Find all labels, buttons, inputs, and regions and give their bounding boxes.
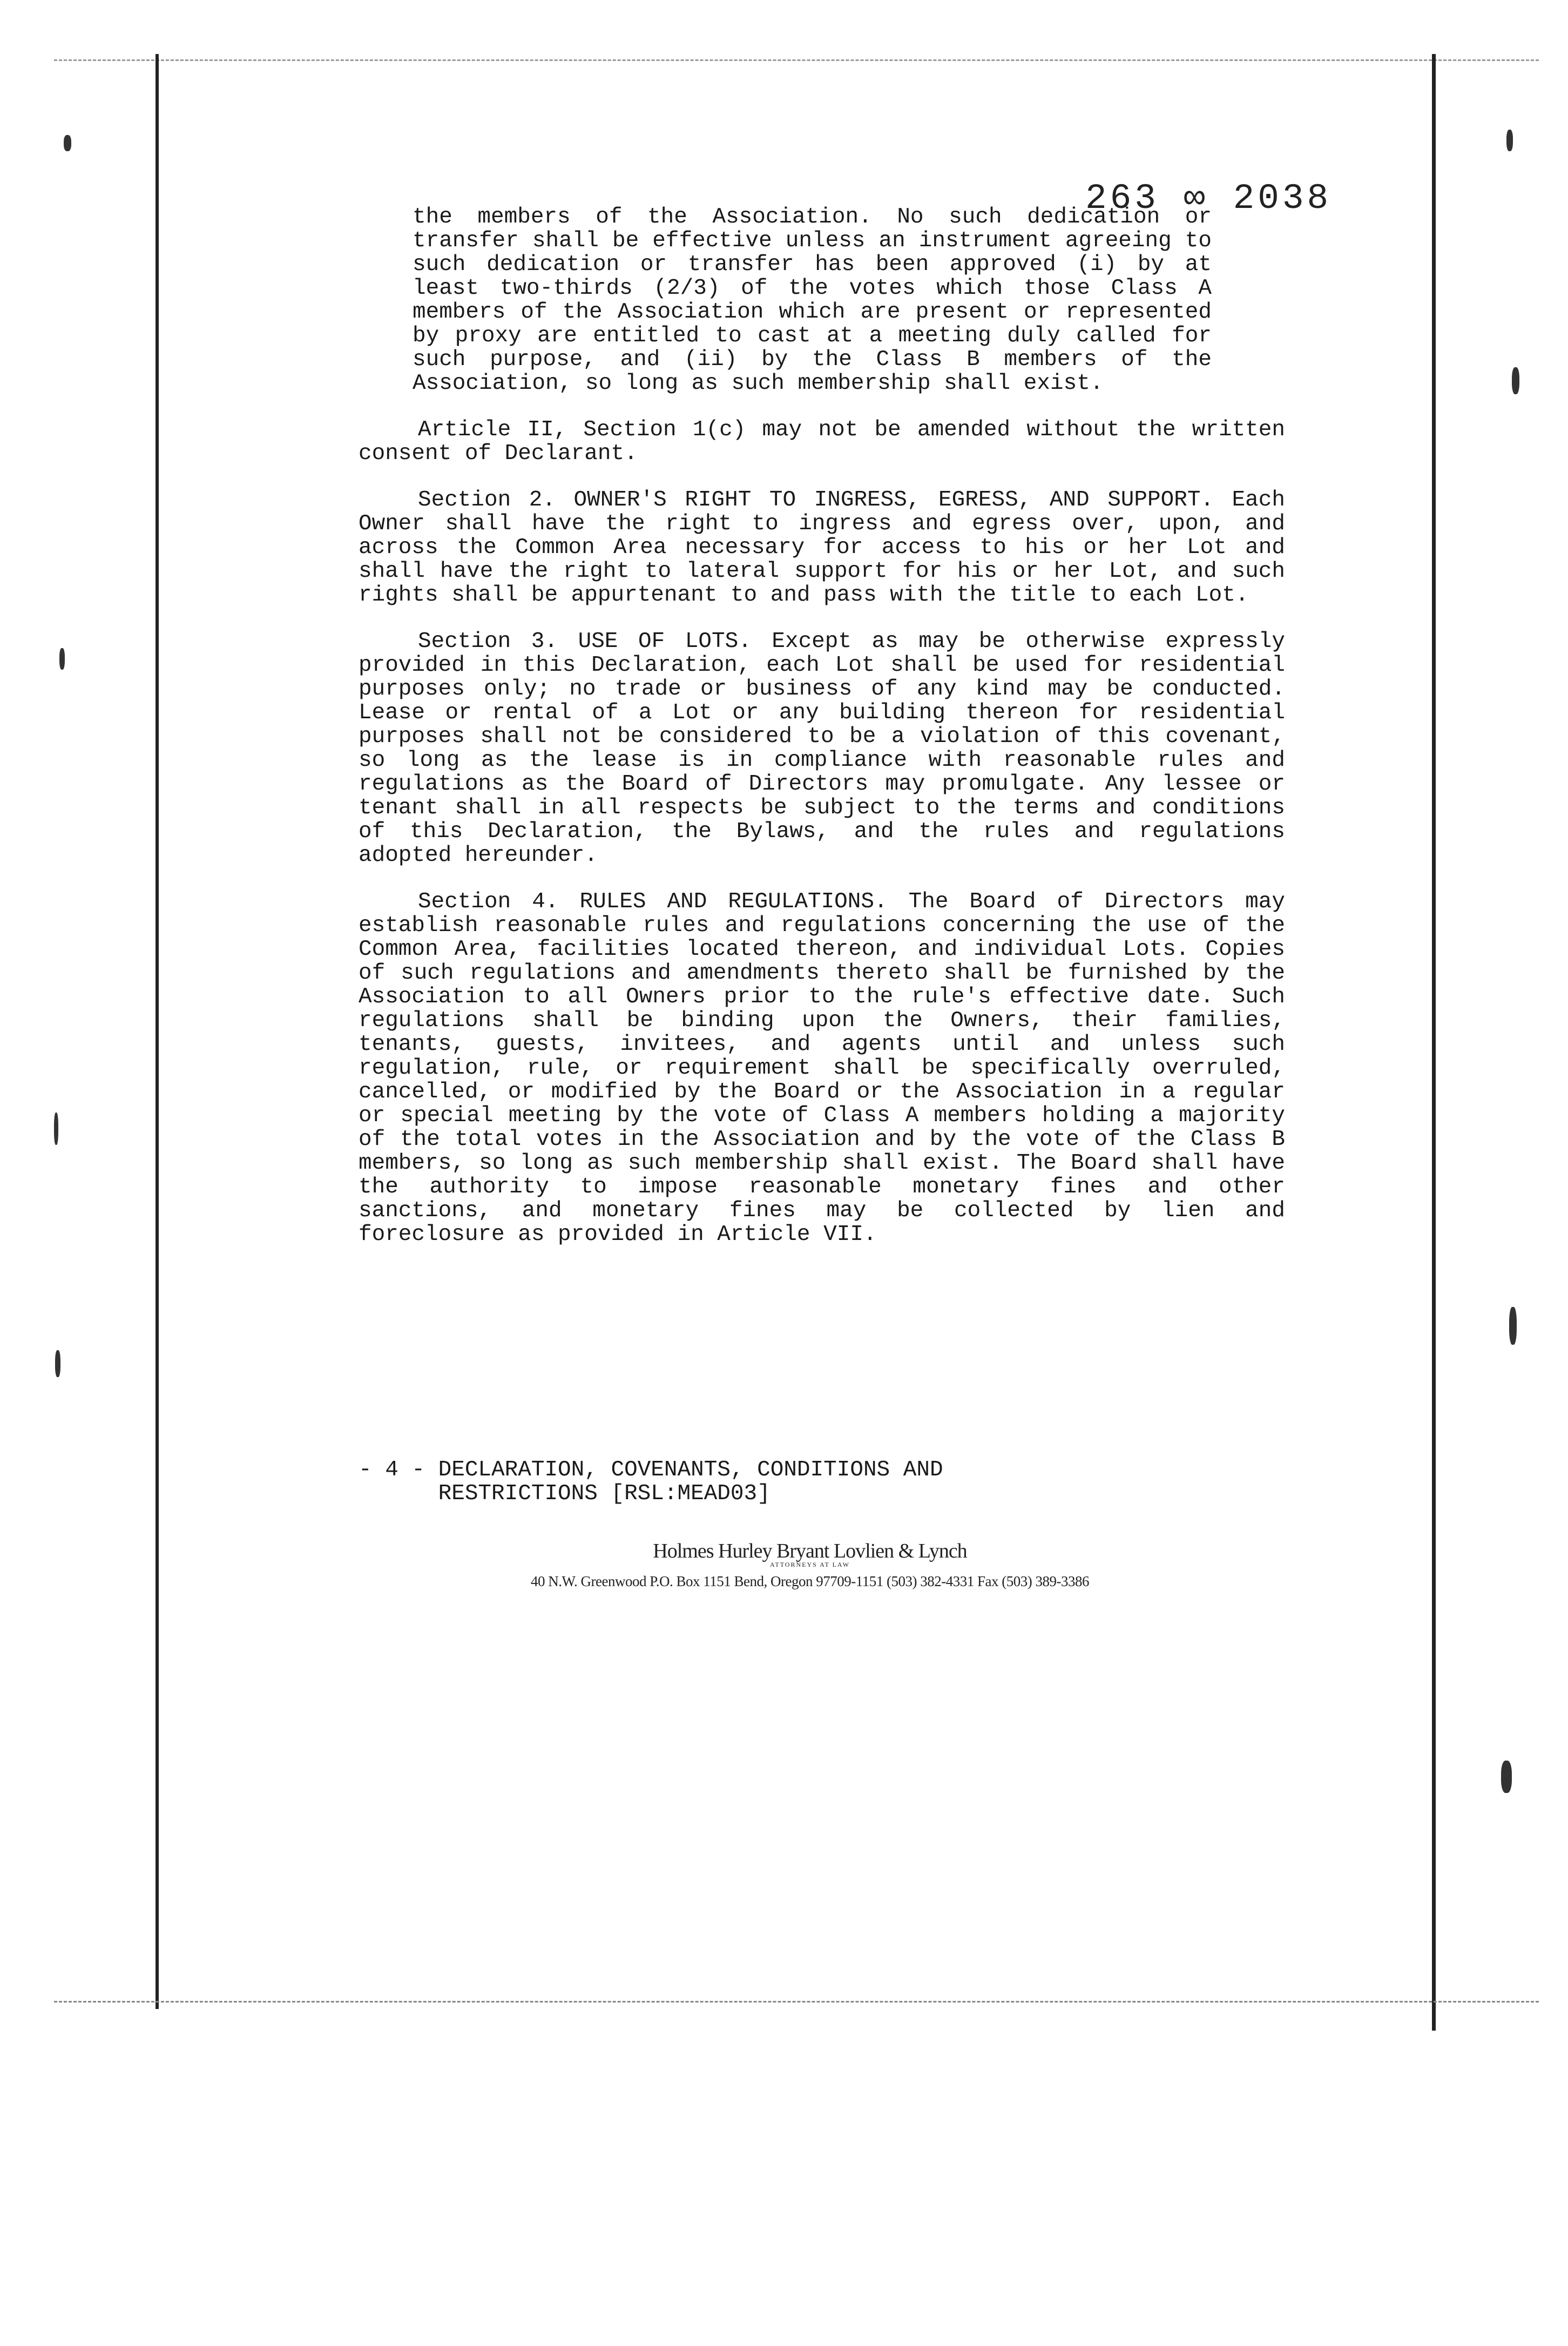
document-body — [359, 205, 1411, 1269]
scan-border-left — [156, 54, 159, 2009]
scan-speck — [1506, 130, 1513, 151]
page-footer — [359, 1458, 943, 1506]
footer-line-2: RESTRICTIONS [RSL:MEAD03] — [359, 1481, 771, 1506]
paragraph-dedication-transfer: the members of the Association. No such dedication or transfer shall be effective unless an instrument agreeing to such dedication or transfer has been approved (i) by at least two-thirds (2/3) of the votes which those Class A members of the Association which are present or represented by proxy are entitled to cast at a meeting duly called for such purpose, and (ii) by the Class B members of the Association, so long as such membership shall exist. — [413, 205, 1212, 396]
scan-speck — [54, 1113, 58, 1145]
firm-subtitle: ATTORNEYS AT LAW — [770, 1561, 850, 1568]
recording-page-number: 263 ∞ 2038 — [1085, 178, 1332, 219]
law-firm-letterhead — [459, 1539, 1161, 1590]
paragraph-article-ii-amendment: Article II, Section 1(c) may not be amended without the written consent of Declarant. — [359, 417, 1285, 466]
scan-speck — [1509, 1307, 1517, 1345]
paragraph-section-2: Section 2. OWNER'S RIGHT TO INGRESS, EGRESS, AND SUPPORT. Each Owner shall have the right to ingress and egress over, upon, and across the Common Area necessary for access to his or her Lot and shall have the right to lateral support for his or her Lot, and such rights shall be appurtenant to and pass with the title to each Lot. — [359, 488, 1285, 608]
firm-name: Holmes Hurley Bryant Lovlien & Lynch — [653, 1540, 967, 1562]
scan-speck — [64, 135, 71, 151]
continued-paragraph-block — [413, 205, 1212, 395]
paragraph-section-4: Section 4. RULES AND REGULATIONS. The Board of Directors may establish reasonable rules and regulations concerning the use of the Common Area, facilities located thereon, and individual Lots. Copies of such regulations and amendments thereto shall be furnished by the Association to all Owners prior to the rule's effective date. Such regulations shall be binding upon the Owners, their families, tenants, guests, invitees, and agents until and unless such regulation, rule, or requirement shall be specifically overruled, cancelled, or modified by the Board or the Association in a regular or special meeting by the vote of Class A members holding a majority of the total votes in the Association and by the vote of the Class B members, so long as such membership shall exist. The Board shall have the authority to impose reasonable monetary fines and other sanctions, and monetary fines may be collected by lien and foreclosure as provided in Article VII. — [359, 889, 1285, 1247]
scan-border-right — [1432, 54, 1436, 2031]
paragraph-section-3: Section 3. USE OF LOTS. Except as may be otherwise expressly provided in this Declaration, each Lot shall be used for residential purposes only; no trade or business of any kind may be conducted. Lease or rental of a Lot or any building thereon for residential purposes shall not be considered to be a violation of this covenant, so long as the lease is in compliance with reasonable rules and regulations as the Board of Directors may promulgate. Any lessee or tenant shall in all respects be subject to the terms and conditions of this Declaration, the Bylaws, and the rules and regulations adopted hereunder. — [359, 629, 1285, 868]
footer-line-1: - 4 - DECLARATION, COVENANTS, CONDITIONS AND — [359, 1458, 943, 1482]
scan-speck — [59, 648, 65, 670]
scan-edge-top — [54, 59, 1539, 61]
scan-speck — [1512, 367, 1519, 394]
firm-address: 40 N.W. Greenwood P.O. Box 1151 Bend, Oregon 97709-1151 (503) 382-4331 Fax (503) 389-3386 — [531, 1573, 1089, 1589]
scan-edge-bottom — [54, 2001, 1539, 2003]
scan-speck — [55, 1350, 60, 1377]
scan-speck — [1501, 1761, 1512, 1793]
